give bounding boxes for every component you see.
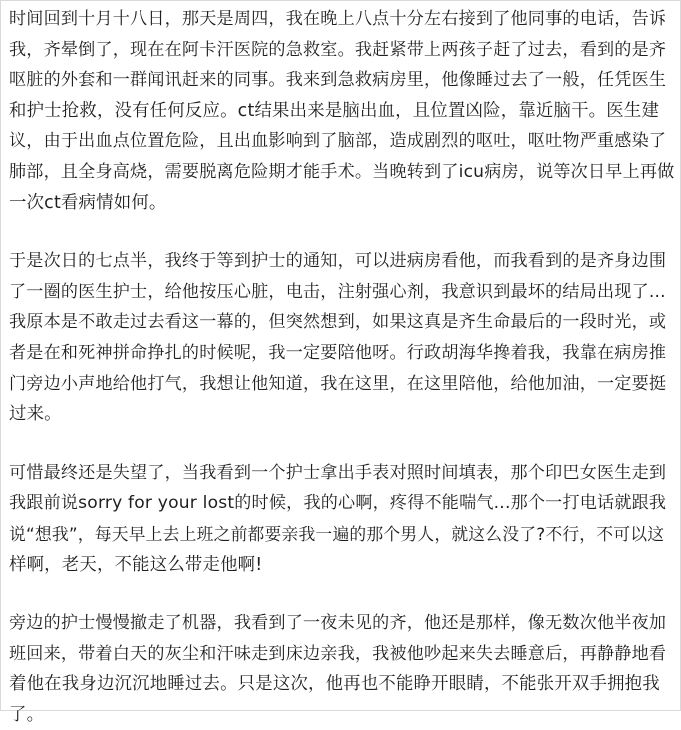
text-line: 着他在我身边沉沉地睡过去。只是这次，他再也不能睁开眼睛，不能张开双手拥抱我 <box>9 674 660 695</box>
text-line: 者是在和死神拼命挣扎的时候呢，我一定要陪他呀。行政胡海华搀着我，我靠在病房推 <box>9 342 667 363</box>
text-line: 了。 <box>9 704 45 725</box>
text-line: 我原本是不敢走过去看这一幕的，但突然想到，如果这真是齐生命最后的一段时光，或 <box>9 312 667 333</box>
text-line: 样啊，老天，不能这么带走他啊! <box>9 554 263 575</box>
text-line: 呕脏的外套和一群闻讯赶来的同事。我来到急救病房里，他像睡过去了一般，任凭医生 <box>9 70 667 91</box>
text-line: 说“想我”，每天早上去上班之前都要亲我一遍的那个男人，就这么没了?不行，不可以这 <box>9 523 665 544</box>
text-line: 肺部，且全身高烧，需要脱离危险期才能手术。当晚转到了icu病房，说等次日早上再做 <box>9 161 675 182</box>
paragraph-3 <box>9 458 674 580</box>
text-line: 门旁边小声地给他打气，我想让他知道，我在这里，在这里陪他，给他加油，一定要挺 <box>9 373 667 394</box>
text-line: 议，由于出血点位置危险，且出血影响到了脑部，造成剧烈的呕吐，呕吐物严重感染了 <box>9 131 667 152</box>
text-line: 一次ct看病情如何。 <box>9 192 167 213</box>
text-line: 和护士抢救，没有任何反应。ct结果出来是脑出血，且位置凶险，靠近脑干。医生建 <box>9 100 660 121</box>
text-line: 我，齐晕倒了，现在在阿卡汗医院的急救室。我赶紧带上两孩子赶了过去，看到的是齐 <box>9 39 667 60</box>
paragraph-4 <box>9 608 674 730</box>
text-line: 班回来，带着白天的灰尘和汗味走到床边亲我，我被他吵起来失去睡意后，再静静地看 <box>9 643 667 664</box>
paragraph-2 <box>9 246 674 430</box>
text-line: 可惜最终还是失望了，当我看到一个护士拿出手表对照时间填表，那个印巴女医生走到 <box>9 462 667 483</box>
text-line: 时间回到十月十八日，那天是周四，我在晚上八点十分左右接到了他同事的电话，告诉 <box>9 9 667 29</box>
text-line: 于是次日的七点半，我终于等到护士的通知，可以进病房看他，而我看到的是齐身边围 <box>9 251 667 272</box>
text-line: 过来。 <box>9 404 62 425</box>
text-line: 旁边的护士慢慢撤走了机器，我看到了一夜未见的齐，他还是那样，像无数次他半夜加 <box>9 613 667 634</box>
text-line: 了一圈的医生护士，给他按压心脏，电击，注射强心剂，我意识到最坏的结局出现了... <box>9 281 666 302</box>
text-line: 我跟前说sorry for your lost的时候，我的心啊，疼得不能喘气...那个一打电话就跟我 <box>9 493 667 514</box>
article-body <box>9 4 674 730</box>
paragraph-1 <box>9 4 674 218</box>
